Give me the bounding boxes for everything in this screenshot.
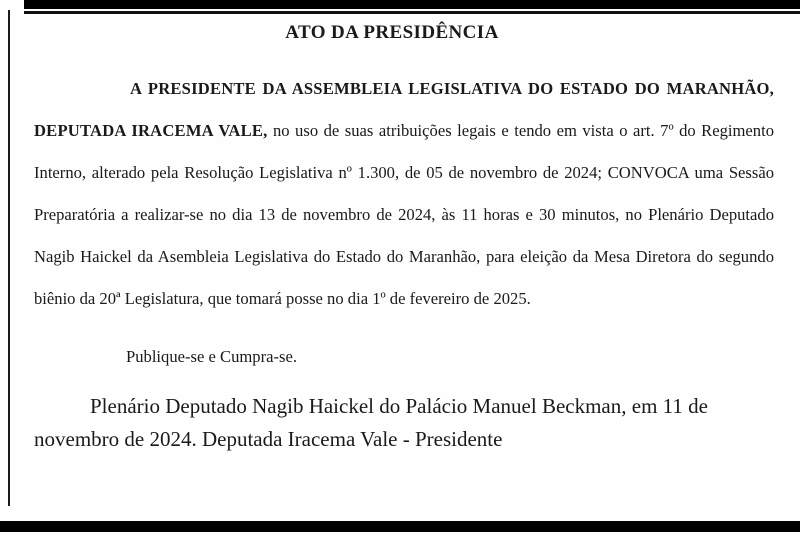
opening-paragraph-body: no uso de suas atribuições legais e tendo em vista o art. 7º do Regimento Interno, alterado pela Resolução Legislativa nº 1.300, de 05 de novembro de 2024; CONVOCA uma Sessão Preparatória a realizar-se no dia 13 de novembro de 2024, às 11 horas e 30 minutos, no Plenário Deputado Nagib Haickel da Asembleia Legislativa do Estado do Maranhão, para eleição da Mesa Diretora do segundo biênio da 20ª Legislatura, que tomará posse no dia 1º de fevereiro de 2025. <box>34 121 774 308</box>
opening-paragraph <box>0 68 800 320</box>
bottom-black-rule <box>0 521 800 532</box>
authority-lead-in: A PRESIDENTE DA ASSEMBLEIA LEGISLATIVA DO ESTADO DO MARANHÃO, DEPUTADA IRACEMA VALE, <box>34 79 774 140</box>
document-text-region <box>0 14 800 456</box>
dispatch-line: Publique-se e Cumpra-se. <box>126 347 297 366</box>
top-black-rule <box>24 0 800 9</box>
page-title: ATO DA PRESIDÊNCIA <box>285 22 499 43</box>
closing-paragraph: Plenário Deputado Nagib Haickel do Palácio Manuel Beckman, em 11 de novembro de 2024. Deputada Iracema Vale - Presidente <box>34 394 708 451</box>
